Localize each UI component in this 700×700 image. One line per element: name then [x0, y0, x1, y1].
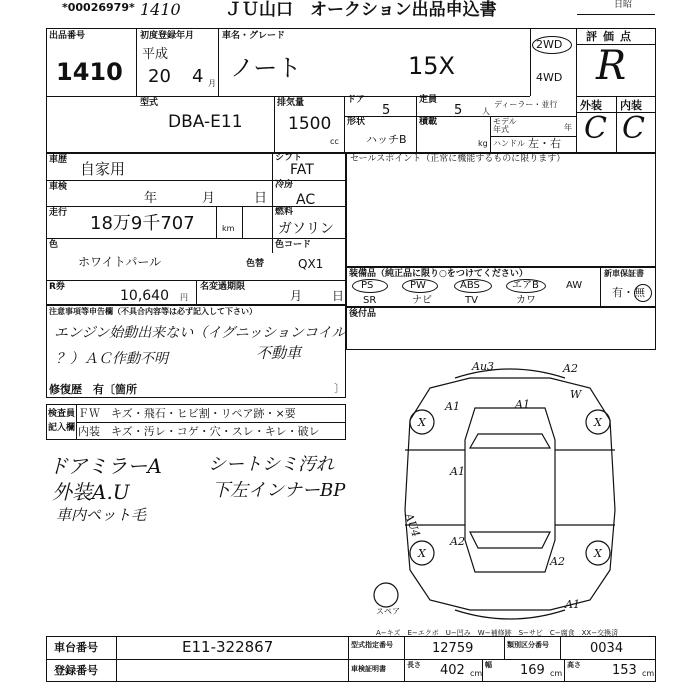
notes-label: 注意事項等申告欄（不具合内容等は必ず記入して下さい） [49, 307, 257, 316]
doors-label: ドア [347, 95, 365, 105]
first-reg-label: 初度登録年月 [140, 31, 195, 41]
displacement-label: 排気量 [277, 98, 305, 108]
diagram-mark-5: W [570, 388, 582, 401]
equip-leather: カワ [516, 295, 536, 306]
color-code-label: 色コード [275, 240, 312, 250]
diagram-mark-4: A1 [515, 398, 530, 411]
shift: FAT [290, 162, 314, 178]
displacement-unit: cc [330, 137, 339, 146]
color-label: 色 [49, 240, 59, 250]
repair-history: 修復歴 有〔箇所 [49, 383, 137, 396]
grade: 15X [408, 52, 455, 80]
notes-line1: エンジン始動出来ない（イグニッションコイル [54, 325, 346, 341]
width-unit: cm [550, 669, 563, 678]
category: 0034 [590, 641, 624, 656]
capacity-unit: 人 [482, 107, 490, 116]
reg-year: 20 [148, 66, 171, 87]
model: DBA-E11 [168, 112, 243, 132]
height-unit: cm [642, 669, 655, 678]
recycle-label: R券 [49, 282, 65, 292]
name-change-label: 名変過期限 [200, 282, 246, 292]
shift-label: シフト [275, 153, 303, 163]
spare-label: スペア [376, 607, 400, 616]
fuel: ガソリン [278, 221, 334, 237]
hw-note-left1: ドアミラーA [48, 454, 162, 478]
inspection-label: 車検 [49, 182, 68, 192]
reg-month-unit: 月 [208, 79, 216, 88]
inspector-row2: 内装 キズ・汚レ・コゲ・穴・スレ・キレ・破レ [78, 425, 320, 438]
model-label: 型式 [140, 98, 159, 108]
width: 169 [520, 663, 545, 678]
dealer-label: ディーラー・並行 [494, 100, 558, 109]
diagram-legend: A−キズ E−エクボ U−凹み W−補修跡 S−サビ C−腐食 XX−交換済 [376, 629, 619, 637]
ac-label: 冷房 [275, 180, 294, 190]
load-label: 積載 [419, 117, 438, 127]
model-year-unit: 年 [564, 123, 572, 132]
equip-aw: AW [566, 280, 583, 291]
height: 153 [612, 663, 637, 678]
repair-history-close: 〕 [334, 382, 345, 395]
rating-label: 評価点 [586, 30, 637, 43]
length-label: 長さ [407, 661, 421, 669]
hw-note-right2: 下左インナーBP [212, 480, 346, 501]
doors: 5 [382, 103, 391, 118]
equipment-label: 装備品（純正品に限り○をつけてください） [349, 269, 528, 279]
equip-sr: SR [363, 295, 377, 306]
car-diagram [360, 350, 660, 630]
chassis: E11-322867 [182, 638, 274, 656]
equip-navi: ナビ [412, 295, 432, 306]
shape: ハッチB [366, 133, 407, 146]
diagram-x-3: X [418, 547, 426, 560]
fuel-label: 燃料 [275, 207, 294, 217]
height-label: 高さ [567, 661, 581, 669]
diagram-mark-3: A1 [445, 400, 460, 413]
diagram-mark-9: AU4 [402, 511, 423, 539]
hw-note-right1: シートシミ汚れ [208, 454, 334, 475]
new-car-label: 新車保証書 [604, 269, 644, 278]
handle-label: ハンドル [493, 139, 525, 148]
inspection-day: 日 [254, 191, 268, 206]
chassis-label: 車台番号 [54, 641, 98, 654]
diagram-x-4: X [594, 547, 602, 560]
inspection-year: 年 [144, 191, 158, 206]
equip-tv: TV [465, 295, 478, 306]
type-spec: 12759 [432, 641, 474, 656]
length: 402 [440, 663, 465, 678]
form-title: ＪＵ山口 オークション出品申込書 [225, 0, 497, 20]
capacity: 5 [454, 103, 463, 118]
serial-number: *00026979* [62, 1, 135, 14]
mileage-unit: km [222, 224, 235, 233]
sales-point-box [346, 153, 656, 267]
interior-grade: C [622, 111, 645, 146]
displacement: 1500 [288, 114, 332, 134]
handle: 左・右 [528, 137, 561, 150]
interior-label: 内装 [620, 99, 642, 112]
equip-pw: PW [410, 280, 426, 291]
after-market-box [346, 307, 656, 350]
lot-handwritten: 1410 [140, 0, 181, 19]
notes-handwritten: 不動車 [256, 344, 302, 362]
warranty-none-circle [634, 284, 652, 302]
after-market-label: 後付品 [349, 309, 377, 319]
hw-note-left2: 外装A.U [52, 480, 130, 504]
width-label: 幅 [485, 661, 492, 669]
length-unit: cm [470, 669, 483, 678]
hw-note-left3: 車内ペット毛 [56, 506, 147, 524]
equip-abs: ABS [460, 280, 480, 291]
car-name: ノート [230, 54, 302, 82]
load-unit: kg [478, 139, 488, 148]
repaint-label: 色替 [246, 259, 265, 269]
mileage: 18万9千707 [90, 213, 195, 234]
reg-month: 4 [192, 66, 204, 87]
model-year-label: モデル年式 [493, 117, 517, 134]
history: 自家用 [80, 160, 126, 178]
inspector-row1: ＦＷ キズ・飛石・ヒビ割・リペア跡・×要 [78, 407, 296, 420]
equip-ps: PS [361, 280, 374, 291]
lot-number: 1410 [56, 58, 123, 86]
inspector-label2: 記入欄 [48, 423, 76, 433]
rating-score: R [596, 43, 627, 89]
capacity-label: 定員 [419, 95, 438, 105]
era: 平成 [142, 47, 169, 62]
type-spec-label: 型式指定番号 [351, 641, 393, 649]
notes-line2: ？）ＡＣ作動不明 [56, 351, 168, 367]
shape-label: 形状 [347, 117, 366, 127]
diagram-mark-8: A2 [550, 555, 565, 568]
diagram-mark-7: A2 [450, 535, 465, 548]
warranty: 有・無 [612, 286, 645, 299]
recycle-unit: 円 [180, 293, 188, 302]
diagram-mark-6: A1 [450, 465, 465, 478]
recycle: 10,640 [120, 288, 169, 304]
drive-2wd: 2WD [536, 38, 563, 51]
inspector-label1: 検査員 [48, 409, 76, 419]
registration-label: 登録番号 [54, 664, 98, 677]
inspection-month: 月 [202, 191, 216, 206]
category-label: 類別区分番号 [507, 641, 549, 649]
mileage-label: 走行 [49, 208, 68, 218]
name-change-month: 月 [290, 289, 303, 303]
name-change-day: 日 [332, 289, 345, 303]
date-label: 日昭 [614, 0, 633, 10]
color-code: QX1 [298, 257, 324, 271]
equip-airbag: エアB [512, 280, 539, 291]
diagram-x-1: X [418, 416, 426, 429]
history-label: 車歴 [49, 155, 68, 165]
color: ホワイトパール [78, 255, 162, 269]
car-name-label: 車名・グレード [222, 31, 286, 41]
diagram-mark-1: Au3 [472, 360, 495, 373]
sales-point-label: セールスポイント（正常に機能するものに限ります） [350, 154, 566, 164]
reg-cert-label: 車検証明書 [351, 665, 386, 673]
exterior-label: 外装 [580, 99, 602, 112]
exterior-grade: C [584, 111, 607, 146]
lot-number-label: 出品番号 [49, 31, 86, 41]
drive-4wd: 4WD [536, 71, 563, 84]
diagram-mark-10: A1 [565, 598, 580, 611]
diagram-x-2: X [594, 416, 602, 429]
diagram-mark-2: A2 [563, 362, 578, 375]
ac: AC [296, 192, 316, 208]
